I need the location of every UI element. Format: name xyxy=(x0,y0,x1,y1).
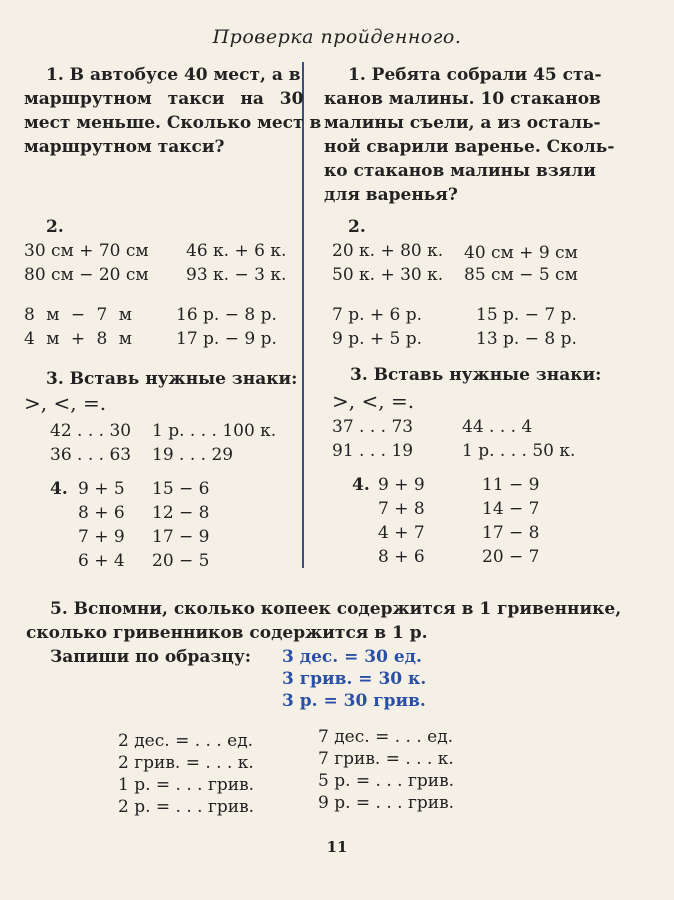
right-task1-line: 1. Ребята собрали 45 ста- xyxy=(348,65,602,85)
left-task2-expr: 4 м + 8 м xyxy=(24,329,132,349)
right-task1-line: малины съели, а из осталь- xyxy=(324,113,601,133)
left-task1-line: маршрутном такси? xyxy=(24,137,225,157)
task5-left-item: 1 р. = . . . грив. xyxy=(118,775,255,795)
right-task2-expr: 15 р. − 7 р. xyxy=(476,305,577,325)
left-task2-expr: 16 р. − 8 р. xyxy=(176,305,277,325)
task5-right-item: 7 дес. = . . . ед. xyxy=(318,727,454,747)
right-task1-line: ко стаканов малины взяли xyxy=(324,161,596,181)
column-divider xyxy=(302,62,304,568)
left-task4-expr: 17 − 9 xyxy=(152,527,210,547)
right-task2-expr: 13 р. − 8 р. xyxy=(476,329,577,349)
task5-right-item: 9 р. = . . . грив. xyxy=(318,793,455,813)
page-number: 11 xyxy=(326,838,348,856)
left-task2-expr: 30 см + 70 см xyxy=(24,241,149,261)
right-task2-expr: 20 к. + 80 к. xyxy=(332,241,444,261)
right-task1-line: для варенья? xyxy=(324,185,458,205)
right-task2-expr: 7 р. + 6 р. xyxy=(332,305,423,325)
right-task2-label: 2. xyxy=(348,217,366,237)
left-task1-line: маршрутном такси на 30 xyxy=(24,89,304,109)
right-task4-label: 4. xyxy=(352,475,370,495)
right-task1-line: канов малины. 10 стаканов xyxy=(324,89,601,109)
task5-line: 5. Вспомни, сколько копеек содержится в 1 гривеннике, xyxy=(50,599,622,619)
left-task4-expr: 9 + 5 xyxy=(78,479,125,499)
page-title: Проверка пройденного. xyxy=(212,26,462,48)
left-task3-expr: 42 . . . 30 xyxy=(50,421,132,441)
right-task1-line: ной сварили варенье. Сколь- xyxy=(324,137,615,157)
right-task4-expr: 20 − 7 xyxy=(482,547,540,567)
task5-instruction: Запиши по образцу: xyxy=(50,647,251,667)
task5-right-item: 7 грив. = . . . к. xyxy=(318,749,454,769)
left-task2-expr: 93 к. − 3 к. xyxy=(186,265,287,285)
left-task4-expr: 12 − 8 xyxy=(152,503,210,523)
left-task1-line: 1. В автобусе 40 мест, а в xyxy=(46,65,301,85)
left-task2-expr: 80 см − 20 см xyxy=(24,265,149,285)
right-task4-expr: 7 + 8 xyxy=(378,499,425,519)
right-task4-expr: 17 − 8 xyxy=(482,523,540,543)
right-task3-expr: 44 . . . 4 xyxy=(462,417,533,437)
right-task3-signs: >, <, =. xyxy=(332,389,415,413)
left-task4-expr: 7 + 9 xyxy=(78,527,125,547)
task5-left-item: 2 р. = . . . грив. xyxy=(118,797,255,817)
left-task4-expr: 8 + 6 xyxy=(78,503,125,523)
right-task4-expr: 14 − 7 xyxy=(482,499,540,519)
left-task4-label: 4. xyxy=(50,479,68,499)
right-task4-expr: 11 − 9 xyxy=(482,475,540,495)
right-task4-expr: 8 + 6 xyxy=(378,547,425,567)
right-task2-expr: 9 р. + 5 р. xyxy=(332,329,423,349)
left-task3-signs: >, <, =. xyxy=(24,391,107,415)
left-task4-expr: 6 + 4 xyxy=(78,551,125,571)
right-task3-label: 3. Вставь нужные знаки: xyxy=(350,365,602,385)
task5-example: 3 грив. = 30 к. xyxy=(282,669,427,689)
left-task3-expr: 19 . . . 29 xyxy=(152,445,234,465)
right-task4-expr: 4 + 7 xyxy=(378,523,425,543)
task5-line: сколько гривенников содержится в 1 р. xyxy=(26,623,428,643)
right-task2-expr: 40 см + 9 см xyxy=(464,243,578,263)
left-task2-expr: 46 к. + 6 к. xyxy=(186,241,287,261)
left-task3-label: 3. Вставь нужные знаки: xyxy=(46,369,298,389)
left-task4-expr: 15 − 6 xyxy=(152,479,210,499)
left-task2-expr: 17 р. − 9 р. xyxy=(176,329,277,349)
task5-left-item: 2 грив. = . . . к. xyxy=(118,753,254,773)
right-task3-expr: 1 р. . . . 50 к. xyxy=(462,441,576,461)
task5-left-item: 2 дес. = . . . ед. xyxy=(118,731,254,751)
left-task4-expr: 20 − 5 xyxy=(152,551,210,571)
left-task2-label: 2. xyxy=(46,217,64,237)
task5-example: 3 дес. = 30 ед. xyxy=(282,647,422,667)
task5-right-item: 5 р. = . . . грив. xyxy=(318,771,455,791)
right-task2-expr: 85 см − 5 см xyxy=(464,265,578,285)
right-task2-expr: 50 к. + 30 к. xyxy=(332,265,444,285)
right-task4-expr: 9 + 9 xyxy=(378,475,425,495)
left-task3-expr: 1 р. . . . 100 к. xyxy=(152,421,277,441)
left-task2-expr: 8 м − 7 м xyxy=(24,305,132,325)
right-task3-expr: 91 . . . 19 xyxy=(332,441,414,461)
left-task3-expr: 36 . . . 63 xyxy=(50,445,132,465)
task5-example: 3 р. = 30 грив. xyxy=(282,691,426,711)
left-task1-line: мест меньше. Сколько мест в xyxy=(24,113,322,133)
right-task3-expr: 37 . . . 73 xyxy=(332,417,414,437)
